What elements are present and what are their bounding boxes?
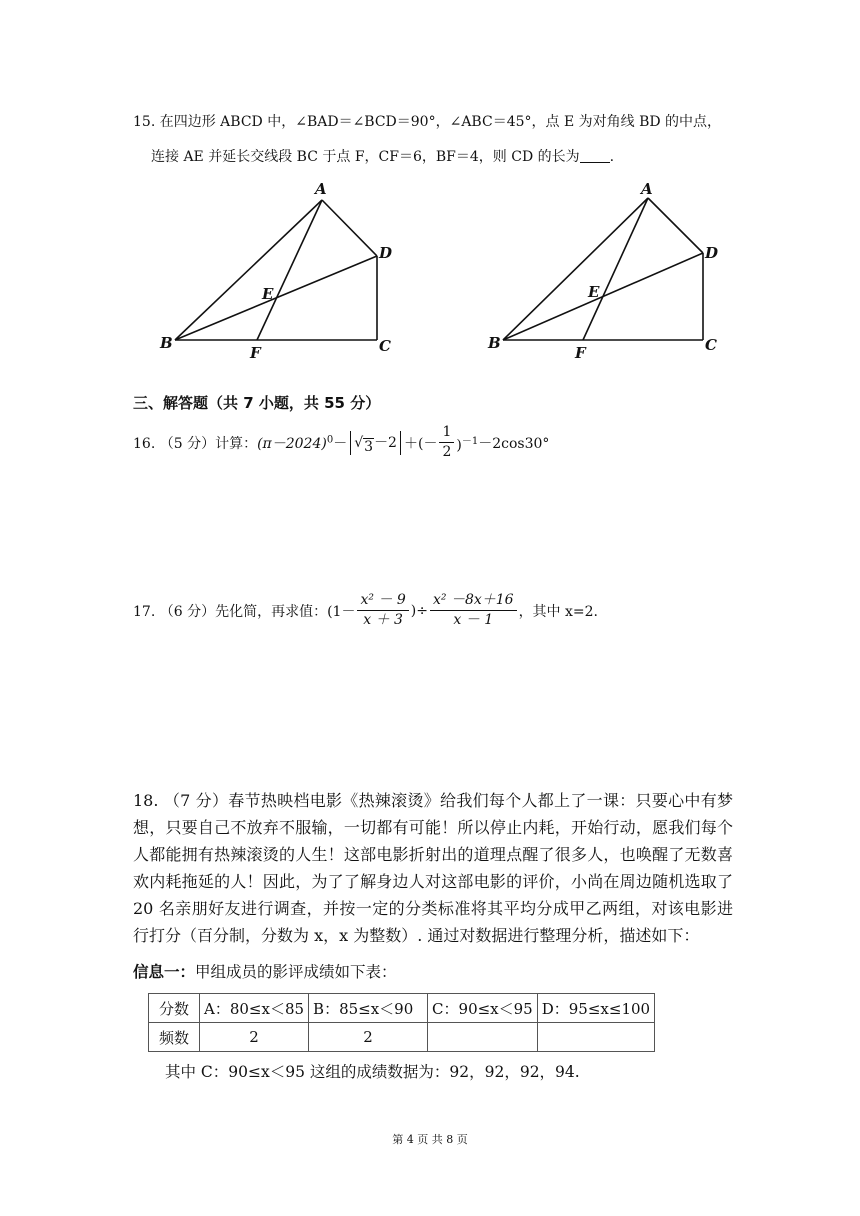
- q17-fraction-1: $\frac{\text{x² － 9}}{x + 3}$: [357, 592, 408, 629]
- q16-prefix: 16. （5 分）计算：: [133, 435, 258, 452]
- label-b: B: [488, 334, 501, 352]
- q16-close: )$^{-1}$: [456, 435, 479, 454]
- q15-line1: 15. 在四边形 ABCD 中，∠BAD＝∠BCD＝90°，∠ABC＝45°，点 E 为对角线 BD 的中点，: [133, 114, 722, 130]
- q15-figure-2: [483, 178, 733, 363]
- q16-term1: $(\pi-2024)^0$: [257, 433, 334, 452]
- edge-ba: [503, 198, 648, 340]
- label-e: E: [262, 285, 274, 303]
- table-cell: B：85≤x＜90: [309, 994, 428, 1023]
- q16-minus: －: [333, 435, 348, 452]
- q17: [133, 592, 598, 629]
- q18-text: 18. （7 分）春节热映档电影《热辣滚烫》给我们每个人都上了一课：只要心中有梦想，只要自己不放弃不服输，一切都有可能！所以停止内耗，开始行动，愿我们每个人都能拥有热辣滚烫的人生！这部电影折射出的道理点醒了很多人，也唤醒了无数喜欢内耗拖延的人！因此，为了了解身边人对这部电影的评价，小尚在周边随机选取了 20 名亲朋好友进行调查，并按一定的分类标准将其平均分成甲乙两组，对该电影进行打分（百分制，分数为 x，x 为整数）. 通过对数据进行整理分析，描述如下：: [133, 791, 733, 945]
- q16-sqrt: √ 3: [354, 434, 374, 455]
- edge-ad: [648, 198, 703, 253]
- q16: [133, 424, 549, 461]
- label-b: B: [160, 334, 173, 352]
- info-one-text: 甲组成员的影评成绩如下表：: [195, 963, 397, 981]
- edge-ba: [175, 200, 322, 340]
- table-cell: [537, 1023, 654, 1052]
- q17-open: (1－: [327, 603, 356, 620]
- label-c: C: [705, 336, 717, 354]
- q17-prefix: 17. （6 分）先化简，再求值：: [133, 603, 328, 620]
- q16-abs-value: √ 3 －2: [350, 431, 401, 455]
- label-a: A: [641, 180, 653, 198]
- table-cell: C：90≤x＜95: [428, 994, 538, 1023]
- score-table: [148, 993, 655, 1052]
- edge-ad: [322, 200, 377, 256]
- q17-fraction-2: $\frac{\text{x² －8x＋16}}{x - 1}$: [430, 592, 517, 629]
- q15-figure-1: [155, 178, 405, 363]
- segment-af: [583, 198, 648, 340]
- page-footer: 第 4 页 共 8 页: [392, 1133, 468, 1146]
- table-cell: 分数: [149, 994, 200, 1023]
- section-heading: 三、解答题（共 7 小题，共 55 分）: [133, 394, 381, 412]
- table-cell: 频数: [149, 1023, 200, 1052]
- q17-suffix: ，其中 x=2.: [518, 603, 598, 620]
- label-f: F: [250, 344, 261, 362]
- q15-line2-text: 连接 AE 并延长交线段 BC 于点 F，CF＝6，BF＝4，则 CD 的长为: [151, 149, 580, 165]
- table-cell: D：95≤x≤100: [537, 994, 654, 1023]
- q15-line2-end: .: [609, 149, 615, 165]
- label-f: F: [575, 344, 586, 362]
- info-one-label: 信息一：: [133, 963, 196, 981]
- answer-blank: [580, 148, 610, 163]
- label-d: D: [705, 244, 719, 262]
- q15-line2: [151, 147, 614, 167]
- info-one: [133, 960, 397, 982]
- label-d: D: [379, 244, 393, 262]
- segment-af: [257, 200, 322, 340]
- label-a: A: [315, 180, 327, 198]
- table-cell: A：80≤x＜85: [200, 994, 309, 1023]
- q16-plus: ＋(－: [403, 435, 438, 452]
- table-cell: [428, 1023, 538, 1052]
- table-cell: 2: [200, 1023, 309, 1052]
- table-row: [149, 1023, 655, 1052]
- label-e: E: [588, 283, 600, 301]
- q16-tail: －2cos30°: [478, 435, 550, 452]
- table-cell: 2: [309, 1023, 428, 1052]
- label-c: C: [379, 337, 391, 355]
- table-header-row: [149, 994, 655, 1023]
- q17-close-div: )÷: [410, 602, 428, 619]
- q16-fraction: $\frac{1}{2}$: [439, 424, 454, 461]
- c-group-note: 其中 C：90≤x＜95 这组的成绩数据为：92，92，92，94.: [165, 1063, 580, 1081]
